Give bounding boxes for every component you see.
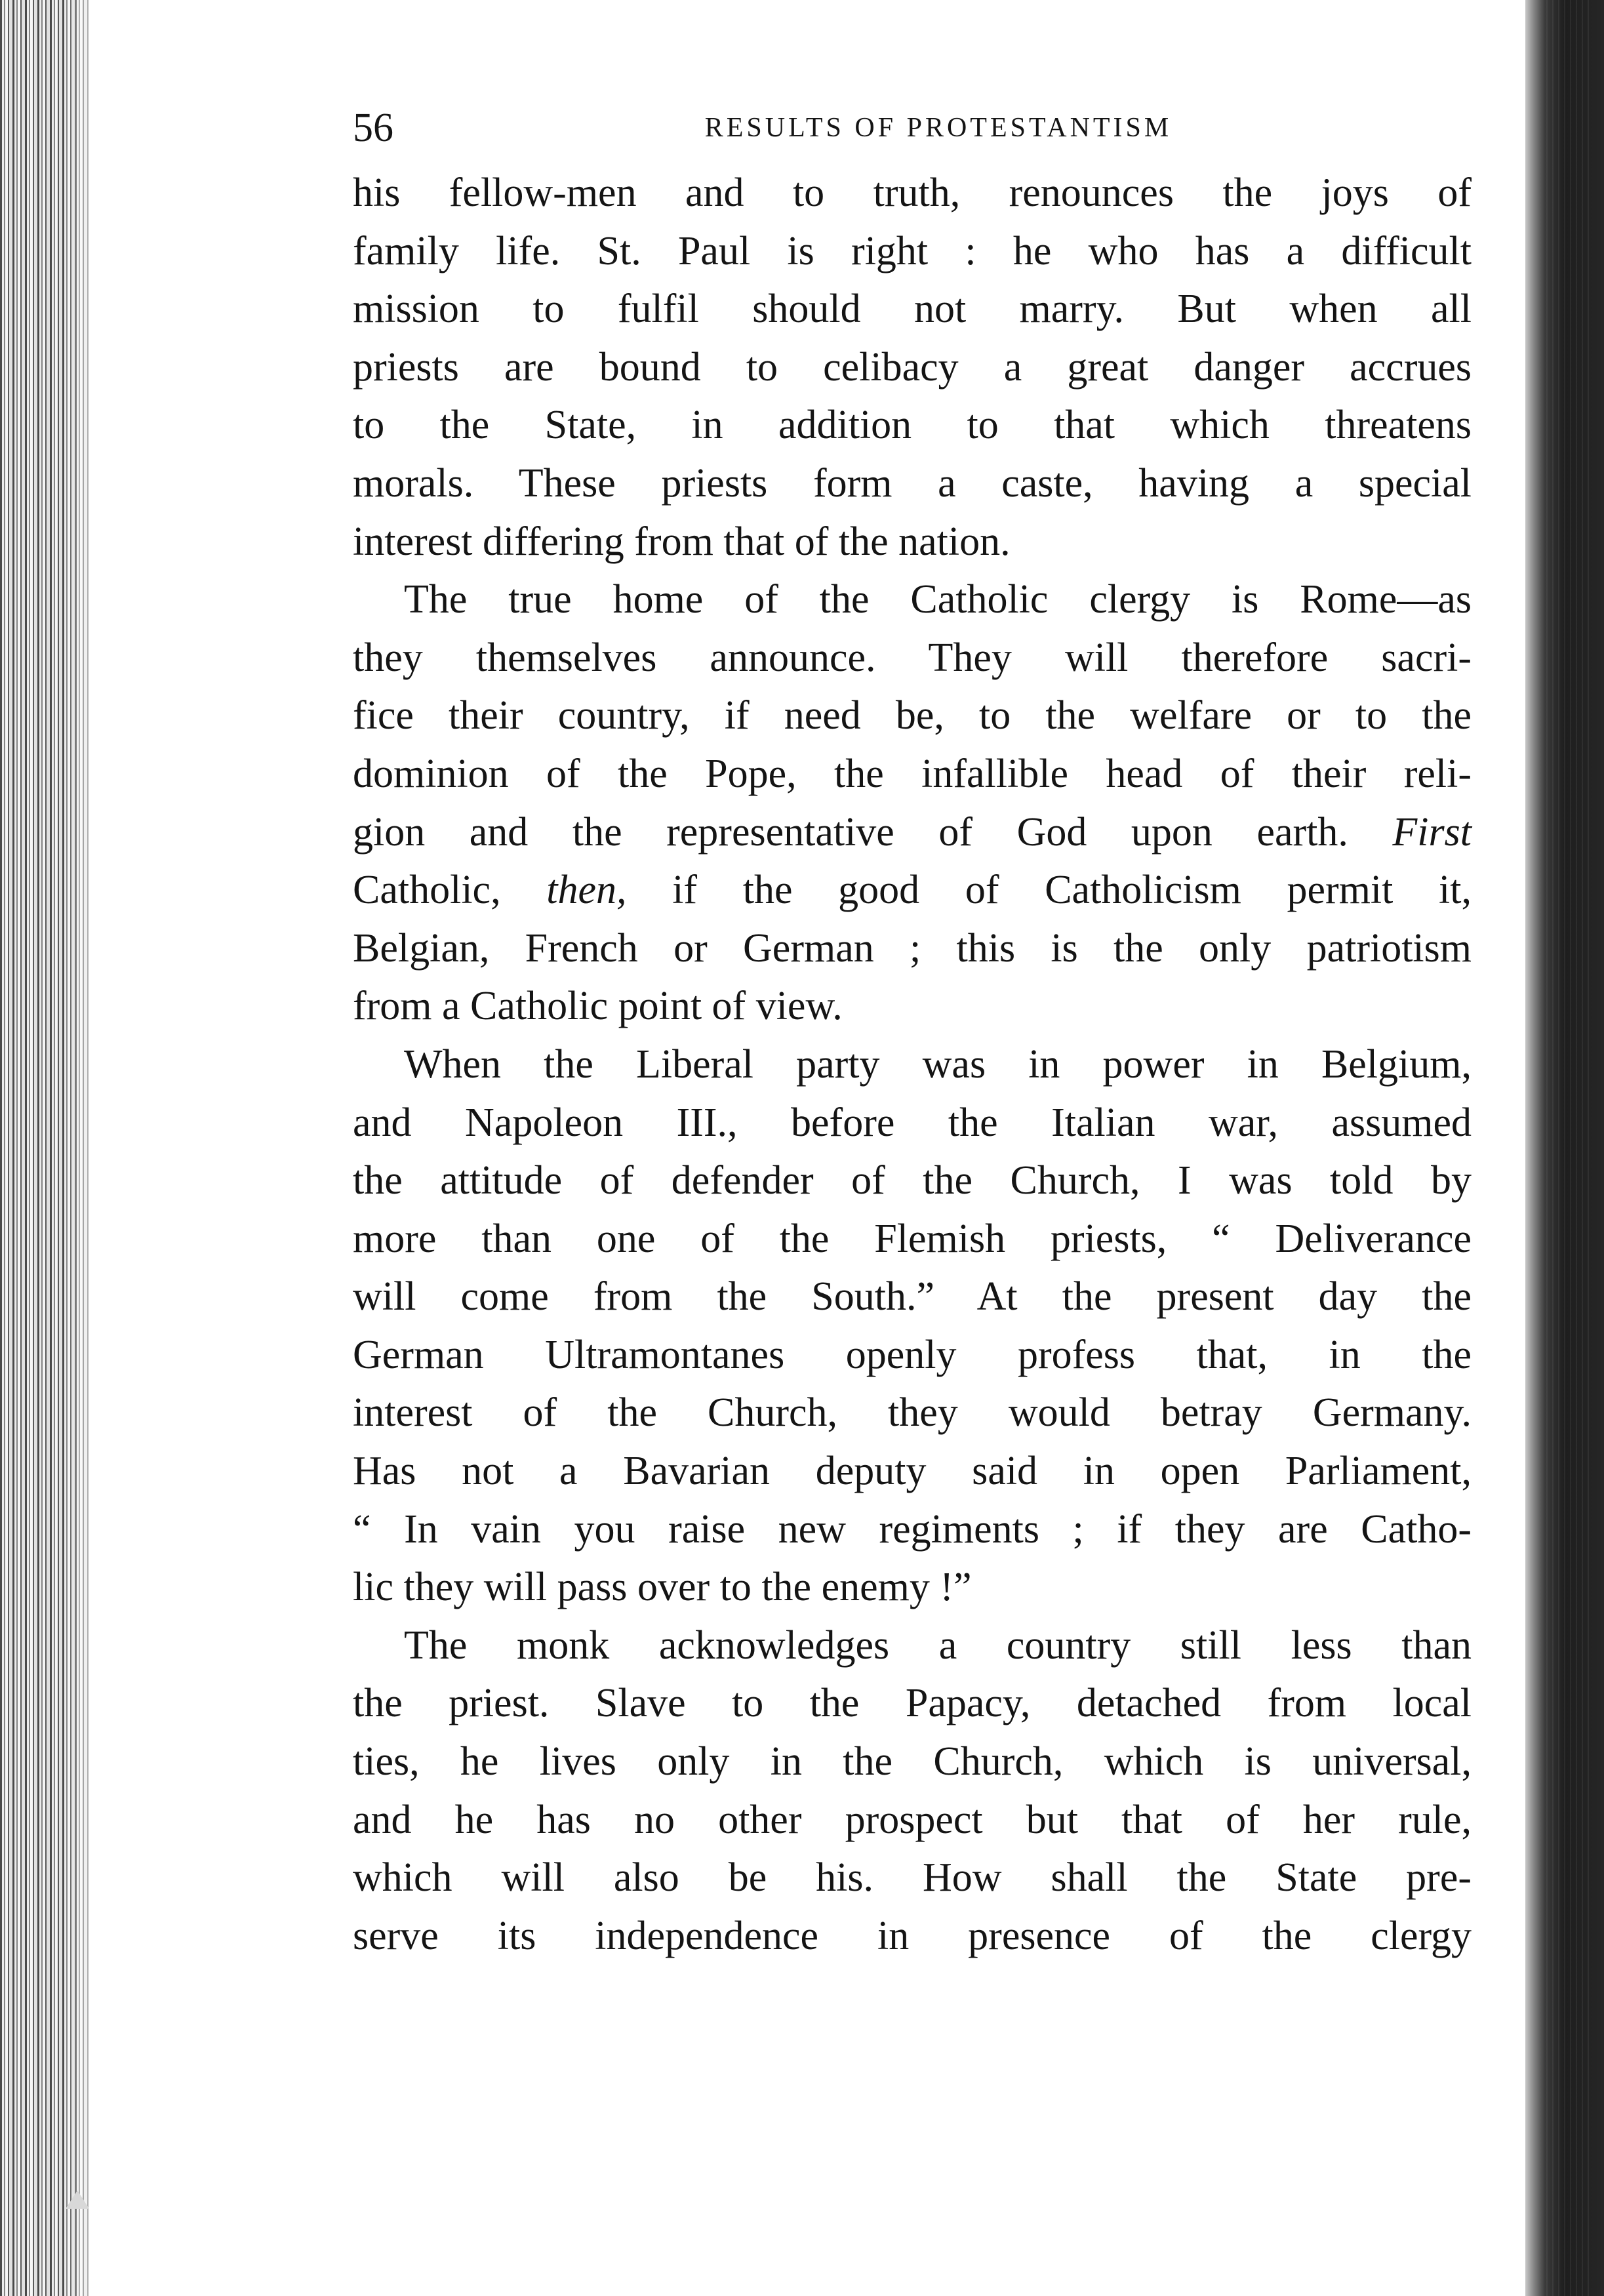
text-line: German Ultramontanes openly profess that, in the (353, 1332, 1472, 1377)
book-page (353, 92, 1472, 1965)
running-head (353, 92, 1472, 164)
text-line: dominion of the Pope, the infallible head of their reli- (353, 751, 1472, 796)
text-line: more than one of the Flemish priests, “ Deliverance (353, 1216, 1472, 1261)
italic-emphasis: then, (546, 868, 627, 913)
paragraph-start-line: The monk acknowledges a country still less than (404, 1622, 1472, 1668)
text-line: to the State, in addition to that which threatens (353, 403, 1472, 448)
text-line: the attitude of defender of the Church, I was told by (353, 1158, 1472, 1203)
gutter-shadow (66, 0, 105, 2296)
text-line: gion and the representative of God upon earth. First (353, 809, 1472, 855)
text-line: the priest. Slave to the Papacy, detached from local (353, 1681, 1472, 1726)
text-line: Belgian, French or German ; this is the only patriotism (353, 925, 1472, 971)
text-line: serve its independence in presence of the clergy (353, 1913, 1472, 1958)
text-line: priests are bound to celibacy a great danger accrues (353, 344, 1472, 390)
text-line: family life. St. Paul is right : he who has a difficult (353, 228, 1472, 273)
italic-emphasis: First (1392, 809, 1472, 855)
text-line: fice their country, if need be, to the welfare or to the (353, 693, 1472, 738)
text-line: and he has no other prospect but that of her rule, (353, 1797, 1472, 1842)
body-text (353, 164, 1472, 1965)
text-line: interest differing from that of the nation. (353, 519, 1011, 564)
text-line: mission to fulfil should not marry. But when all (353, 287, 1472, 332)
text-line: lic they will pass over to the enemy !” (353, 1565, 972, 1610)
text-line: Catholic, then, if the good of Catholicism permit it, (353, 868, 1472, 913)
right-edge-texture (1546, 0, 1592, 2296)
text-line: morals. These priests form a caste, having a special (353, 460, 1472, 506)
text-line: will come from the South.” At the present day the (353, 1274, 1472, 1319)
text-line: Has not a Bavarian deputy said in open Parliament, (353, 1449, 1472, 1494)
running-title: RESULTS OF PROTESTANTISM (704, 113, 1173, 143)
gutter-tab-mark (66, 2190, 89, 2209)
page-number: 56 (353, 106, 393, 150)
text-line: from a Catholic point of view. (353, 984, 843, 1029)
paragraph-start-line: When the Liberal party was in power in Belgium, (404, 1041, 1472, 1087)
text-line: and Napoleon III., before the Italian war, assumed (353, 1100, 1472, 1145)
paragraph-start-line: The true home of the Catholic clergy is Rome—as (404, 577, 1472, 622)
text-line: “ In vain you raise new regiments ; if they are Catho- (353, 1506, 1472, 1552)
text-line: they themselves announce. They will therefore sacri- (353, 635, 1472, 680)
text-line: his fellow-men and to truth, renounces the joys of (353, 171, 1472, 215)
text-line: interest of the Church, they would betray Germany. (353, 1390, 1472, 1436)
text-line: which will also be his. How shall the State pre- (353, 1855, 1472, 1901)
text-line: ties, he lives only in the Church, which is universal, (353, 1739, 1472, 1784)
